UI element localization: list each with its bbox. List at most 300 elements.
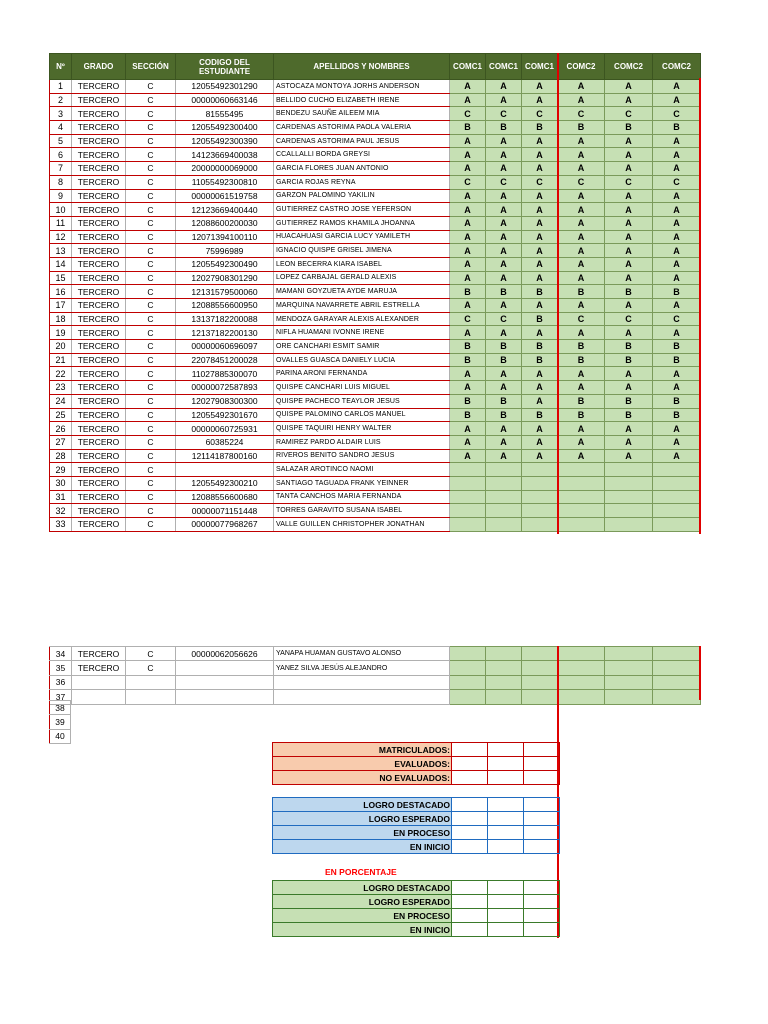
grade-input[interactable]: A [558, 244, 605, 258]
summary-value[interactable] [488, 909, 524, 923]
student-code: 00000071151448 [176, 504, 274, 518]
student-name: MARQUINA NAVARRETE ABRIL ESTRELLA [274, 299, 450, 313]
summary-value[interactable] [452, 909, 488, 923]
student-code: 00000062056626 [176, 647, 274, 661]
grade-input[interactable]: A [486, 367, 522, 381]
grade-input[interactable]: B [486, 121, 522, 135]
grade-input[interactable]: A [486, 134, 522, 148]
grade-input[interactable] [450, 476, 486, 490]
grade-input[interactable]: A [450, 80, 486, 94]
row-number: 12 [50, 230, 72, 244]
grade-input[interactable]: A [450, 326, 486, 340]
grade-input[interactable]: A [450, 299, 486, 313]
grade-input[interactable]: C [486, 175, 522, 189]
grade-input[interactable] [653, 518, 701, 532]
student-name: GUTIERREZ CASTRO JOSE YEFERSON [274, 203, 450, 217]
grade-input[interactable]: A [653, 449, 701, 463]
grade-input[interactable] [605, 463, 653, 477]
row-number: 20 [50, 340, 72, 354]
row-number: 39 [50, 715, 71, 729]
grade-input[interactable]: A [558, 162, 605, 176]
grade-input[interactable]: A [450, 93, 486, 107]
grade-input[interactable] [653, 675, 701, 689]
section-cell: C [126, 422, 176, 436]
grade-input[interactable]: A [522, 80, 558, 94]
grade-input[interactable]: B [450, 408, 486, 422]
grade-input[interactable]: A [653, 435, 701, 449]
grade-input[interactable]: B [605, 353, 653, 367]
grade-input[interactable]: C [653, 107, 701, 121]
grade-input[interactable]: A [486, 80, 522, 94]
grade-input[interactable]: A [522, 271, 558, 285]
grade-input[interactable]: B [558, 121, 605, 135]
grade-input[interactable]: A [653, 271, 701, 285]
grade-input[interactable]: B [522, 340, 558, 354]
grade-input[interactable]: A [486, 381, 522, 395]
grade-input[interactable]: A [486, 203, 522, 217]
grade-input[interactable]: B [450, 353, 486, 367]
grade-input[interactable]: A [605, 449, 653, 463]
grade-input[interactable]: A [522, 381, 558, 395]
grade-input[interactable] [486, 504, 522, 518]
grade-input[interactable]: A [653, 134, 701, 148]
grade-input[interactable]: A [522, 93, 558, 107]
summary-value[interactable] [488, 881, 524, 895]
grade-input[interactable]: A [522, 203, 558, 217]
grade-input[interactable]: A [605, 216, 653, 230]
grade-input[interactable]: A [605, 381, 653, 395]
grade-input[interactable]: A [605, 367, 653, 381]
grade-input[interactable]: A [653, 162, 701, 176]
grade-input[interactable]: B [605, 285, 653, 299]
grade-input[interactable]: A [486, 257, 522, 271]
grade-input[interactable]: A [522, 216, 558, 230]
summary-value[interactable] [452, 881, 488, 895]
grade-input[interactable]: A [522, 189, 558, 203]
grade-input[interactable] [522, 504, 558, 518]
grade-input[interactable]: A [653, 367, 701, 381]
grade-input[interactable] [450, 504, 486, 518]
grade-input[interactable] [450, 690, 486, 704]
grade-input[interactable] [450, 490, 486, 504]
grade-input[interactable] [605, 490, 653, 504]
grade-input[interactable]: A [450, 367, 486, 381]
grade-input[interactable]: A [486, 449, 522, 463]
grade-input[interactable] [522, 675, 558, 689]
grade-input[interactable]: A [450, 422, 486, 436]
grade-input[interactable]: A [558, 134, 605, 148]
grade-input[interactable]: A [653, 93, 701, 107]
grade-input[interactable]: A [653, 422, 701, 436]
grade-input[interactable]: A [486, 162, 522, 176]
grade-input[interactable]: A [450, 257, 486, 271]
grade-input[interactable]: A [486, 271, 522, 285]
grade-input[interactable]: C [653, 175, 701, 189]
grade-input[interactable] [653, 504, 701, 518]
grade-input[interactable] [605, 690, 653, 704]
grade-input[interactable]: A [653, 216, 701, 230]
grade-input[interactable]: A [653, 326, 701, 340]
summary-value[interactable] [524, 826, 560, 840]
grade-input[interactable]: C [450, 312, 486, 326]
grade-input[interactable]: B [450, 394, 486, 408]
grade-input[interactable] [522, 476, 558, 490]
summary-value[interactable] [524, 798, 560, 812]
student-code: 14123669400038 [176, 148, 274, 162]
table-row [50, 367, 701, 381]
grade-input[interactable]: A [522, 134, 558, 148]
summary-value[interactable] [524, 881, 560, 895]
grade-input[interactable]: A [522, 244, 558, 258]
summary-value[interactable] [452, 812, 488, 826]
summary-value[interactable] [452, 757, 488, 771]
grade-input[interactable]: A [522, 422, 558, 436]
grade-input[interactable] [450, 518, 486, 532]
grade-input[interactable]: B [653, 408, 701, 422]
grade-input[interactable]: A [605, 203, 653, 217]
grade-input[interactable]: A [653, 257, 701, 271]
student-code [176, 690, 274, 704]
grade-input[interactable]: A [653, 244, 701, 258]
grade-input[interactable]: A [605, 299, 653, 313]
grade-input[interactable]: B [450, 340, 486, 354]
summary-value[interactable] [524, 909, 560, 923]
grade-input[interactable]: A [486, 189, 522, 203]
grade-input[interactable]: B [486, 394, 522, 408]
grade-input[interactable]: C [605, 175, 653, 189]
grade-input[interactable]: A [653, 189, 701, 203]
grade-input[interactable]: A [486, 435, 522, 449]
grade-input[interactable]: C [605, 312, 653, 326]
grade-input[interactable]: B [653, 353, 701, 367]
grade-input[interactable]: A [450, 148, 486, 162]
summary-value[interactable] [488, 812, 524, 826]
grade-input[interactable]: A [450, 435, 486, 449]
grade-input[interactable]: B [558, 340, 605, 354]
grade-input[interactable]: A [450, 162, 486, 176]
grade-input[interactable]: C [558, 107, 605, 121]
grade-input[interactable]: A [558, 367, 605, 381]
grade-input[interactable]: A [558, 271, 605, 285]
grade-input[interactable] [486, 518, 522, 532]
summary-value[interactable] [452, 771, 488, 785]
summary-value[interactable] [524, 757, 560, 771]
grade-input[interactable]: B [653, 394, 701, 408]
grade-input[interactable]: B [522, 285, 558, 299]
grade-input[interactable] [558, 661, 605, 675]
summary-row [273, 895, 560, 909]
grade-input[interactable]: C [486, 107, 522, 121]
grade-input[interactable] [605, 476, 653, 490]
student-name: BENDEZU SAUÑE AILEEM MIA [274, 107, 450, 121]
student-name: YANAPA HUAMAN GUSTAVO ALONSO [274, 647, 450, 661]
summary-value[interactable] [488, 826, 524, 840]
row-number: 24 [50, 394, 72, 408]
grade-input[interactable]: A [450, 216, 486, 230]
grade-input[interactable]: A [653, 80, 701, 94]
grade-input[interactable]: B [653, 340, 701, 354]
grade-input[interactable] [486, 476, 522, 490]
grade-input[interactable] [486, 690, 522, 704]
student-name: ASTOCAZA MONTOYA JORHS ANDERSON [274, 80, 450, 94]
row-number: 18 [50, 312, 72, 326]
grade-input[interactable] [522, 490, 558, 504]
grade-input[interactable] [653, 490, 701, 504]
grade-input[interactable]: A [558, 257, 605, 271]
grade-input[interactable] [558, 476, 605, 490]
grade-input[interactable]: A [486, 422, 522, 436]
section-cell: C [126, 285, 176, 299]
grade-input[interactable]: A [558, 449, 605, 463]
grade-input[interactable] [605, 675, 653, 689]
row-number: 6 [50, 148, 72, 162]
summary-value[interactable] [452, 798, 488, 812]
summary-value[interactable] [524, 840, 560, 854]
grade-input[interactable]: A [450, 230, 486, 244]
grade-input[interactable]: A [486, 148, 522, 162]
grade-input[interactable]: A [605, 271, 653, 285]
grade-input[interactable]: A [605, 422, 653, 436]
grade-input[interactable]: B [522, 353, 558, 367]
table-row [50, 107, 701, 121]
grade-input[interactable] [522, 518, 558, 532]
grade-input[interactable]: A [522, 435, 558, 449]
grade-input[interactable] [558, 504, 605, 518]
grade-input[interactable]: A [605, 134, 653, 148]
grade-input[interactable] [450, 647, 486, 661]
grade-input[interactable]: B [522, 408, 558, 422]
grade-input[interactable]: A [486, 93, 522, 107]
grade-input[interactable]: A [558, 189, 605, 203]
grade-input[interactable] [486, 661, 522, 675]
header-comc2: COMC2 [605, 54, 653, 80]
grade-input[interactable]: C [450, 107, 486, 121]
grade-input[interactable] [450, 675, 486, 689]
grade-input[interactable]: A [605, 257, 653, 271]
grade-input[interactable]: B [605, 121, 653, 135]
grade-input[interactable] [486, 647, 522, 661]
grade-input[interactable] [558, 690, 605, 704]
grade-input[interactable]: A [522, 449, 558, 463]
grade-input[interactable]: B [486, 285, 522, 299]
grade-input[interactable]: B [522, 312, 558, 326]
grade-input[interactable]: B [558, 285, 605, 299]
summary-value[interactable] [488, 895, 524, 909]
grade-input[interactable]: A [558, 203, 605, 217]
grade-input[interactable]: A [605, 162, 653, 176]
grade-input[interactable]: A [558, 299, 605, 313]
grade-input[interactable]: C [558, 175, 605, 189]
summary-value[interactable] [452, 923, 488, 937]
grade-input[interactable] [486, 463, 522, 477]
grade-input[interactable]: A [653, 381, 701, 395]
grade-input[interactable]: A [605, 148, 653, 162]
summary-value[interactable] [488, 840, 524, 854]
grade-input[interactable]: A [522, 230, 558, 244]
section-cell: C [126, 189, 176, 203]
table-row [50, 408, 701, 422]
section-cell: C [126, 661, 176, 675]
grade-input[interactable]: A [522, 394, 558, 408]
grade-input[interactable]: C [522, 175, 558, 189]
table-row [50, 690, 701, 704]
table-row [50, 271, 701, 285]
grade-input[interactable] [522, 647, 558, 661]
row-number: 30 [50, 476, 72, 490]
grade-input[interactable]: A [522, 257, 558, 271]
grade-input[interactable]: A [558, 93, 605, 107]
grade-input[interactable]: A [486, 216, 522, 230]
row-number: 16 [50, 285, 72, 299]
grade-input[interactable]: A [558, 422, 605, 436]
grade-input[interactable]: B [605, 408, 653, 422]
grade-input[interactable]: A [653, 230, 701, 244]
grade-input[interactable]: A [605, 435, 653, 449]
grade-input[interactable] [653, 661, 701, 675]
grade-input[interactable] [605, 647, 653, 661]
grade-input[interactable]: A [450, 381, 486, 395]
grade-input[interactable] [450, 661, 486, 675]
grade-input[interactable]: B [486, 353, 522, 367]
grade-input[interactable]: C [522, 107, 558, 121]
grade-input[interactable]: A [558, 216, 605, 230]
summary-value[interactable] [452, 840, 488, 854]
grade-input[interactable]: A [605, 230, 653, 244]
grade-input[interactable]: C [653, 312, 701, 326]
grade-input[interactable] [522, 690, 558, 704]
student-name: QUISPE TAQUIRI HENRY WALTER [274, 422, 450, 436]
summary-row [273, 757, 560, 771]
summary-value[interactable] [452, 826, 488, 840]
section-cell: C [126, 381, 176, 395]
summary-value[interactable] [488, 771, 524, 785]
row-number: 23 [50, 381, 72, 395]
grade-input[interactable]: B [450, 121, 486, 135]
grade-input[interactable] [486, 490, 522, 504]
grade-cell: TERCERO [72, 326, 126, 340]
grade-input[interactable]: A [558, 435, 605, 449]
grade-input[interactable]: A [605, 80, 653, 94]
grade-input[interactable]: B [558, 394, 605, 408]
grade-cell: TERCERO [72, 203, 126, 217]
grade-input[interactable] [522, 463, 558, 477]
grade-input[interactable]: A [605, 244, 653, 258]
summary-value[interactable] [524, 743, 560, 757]
summary-row [273, 771, 560, 785]
grade-input[interactable]: B [486, 340, 522, 354]
student-code: 12088556600680 [176, 490, 274, 504]
grade-input[interactable]: A [653, 299, 701, 313]
grade-input[interactable] [653, 690, 701, 704]
grade-input[interactable]: A [605, 189, 653, 203]
summary-value[interactable] [524, 771, 560, 785]
grade-input[interactable]: A [558, 381, 605, 395]
grade-input[interactable]: A [653, 203, 701, 217]
grade-input[interactable]: C [558, 312, 605, 326]
summary-value[interactable] [488, 757, 524, 771]
grade-input[interactable] [450, 463, 486, 477]
grade-input[interactable]: B [605, 340, 653, 354]
table-row [50, 435, 701, 449]
grade-input[interactable]: A [605, 326, 653, 340]
grade-input[interactable]: A [558, 230, 605, 244]
header-comc1: COMC1 [450, 54, 486, 80]
table-row [50, 449, 701, 463]
grade-input[interactable] [653, 647, 701, 661]
grade-cell: TERCERO [72, 121, 126, 135]
grade-input[interactable]: B [653, 285, 701, 299]
grade-input[interactable]: A [558, 326, 605, 340]
grade-cell: TERCERO [72, 647, 126, 661]
summary-value[interactable] [488, 743, 524, 757]
grade-input[interactable]: B [522, 121, 558, 135]
grade-input[interactable]: A [558, 80, 605, 94]
summary-value[interactable] [524, 895, 560, 909]
grade-input[interactable]: B [558, 353, 605, 367]
grade-input[interactable]: C [450, 175, 486, 189]
grade-input[interactable]: B [486, 408, 522, 422]
grade-input[interactable]: A [486, 230, 522, 244]
grade-cell: TERCERO [72, 148, 126, 162]
grade-input[interactable]: A [486, 299, 522, 313]
grade-input[interactable]: A [450, 449, 486, 463]
summary-value[interactable] [488, 798, 524, 812]
grade-input[interactable]: B [605, 394, 653, 408]
grade-input[interactable] [605, 518, 653, 532]
grade-input[interactable] [653, 476, 701, 490]
grade-input[interactable] [605, 661, 653, 675]
grade-input[interactable]: A [450, 244, 486, 258]
grade-input[interactable] [486, 675, 522, 689]
grade-input[interactable] [558, 490, 605, 504]
grade-input[interactable]: A [450, 189, 486, 203]
grade-input[interactable]: A [522, 148, 558, 162]
grade-input[interactable]: A [522, 326, 558, 340]
grade-input[interactable] [522, 661, 558, 675]
grade-input[interactable]: C [605, 107, 653, 121]
grade-input[interactable]: A [486, 326, 522, 340]
summary-value[interactable] [452, 743, 488, 757]
grade-input[interactable] [558, 647, 605, 661]
grade-input[interactable]: A [522, 162, 558, 176]
summary-value[interactable] [452, 895, 488, 909]
grade-input[interactable]: A [653, 148, 701, 162]
grade-input[interactable]: C [486, 312, 522, 326]
row-number: 5 [50, 134, 72, 148]
grade-input[interactable]: B [653, 121, 701, 135]
grade-input[interactable]: A [522, 367, 558, 381]
grade-input[interactable] [558, 463, 605, 477]
grade-input[interactable] [605, 504, 653, 518]
summary-value[interactable] [488, 923, 524, 937]
summary-value[interactable] [524, 812, 560, 826]
grade-input[interactable]: A [450, 203, 486, 217]
grade-input[interactable]: A [605, 93, 653, 107]
grade-input[interactable] [558, 675, 605, 689]
grade-input[interactable] [558, 518, 605, 532]
summary-percentage [272, 880, 560, 937]
grade-input[interactable]: A [486, 244, 522, 258]
table-row [50, 216, 701, 230]
grade-input[interactable]: A [558, 148, 605, 162]
grade-input[interactable]: B [450, 285, 486, 299]
grade-input[interactable] [653, 463, 701, 477]
summary-value[interactable] [524, 923, 560, 937]
grade-input[interactable]: A [522, 299, 558, 313]
grade-input[interactable]: A [450, 134, 486, 148]
grade-input[interactable]: A [450, 271, 486, 285]
grade-input[interactable]: B [558, 408, 605, 422]
